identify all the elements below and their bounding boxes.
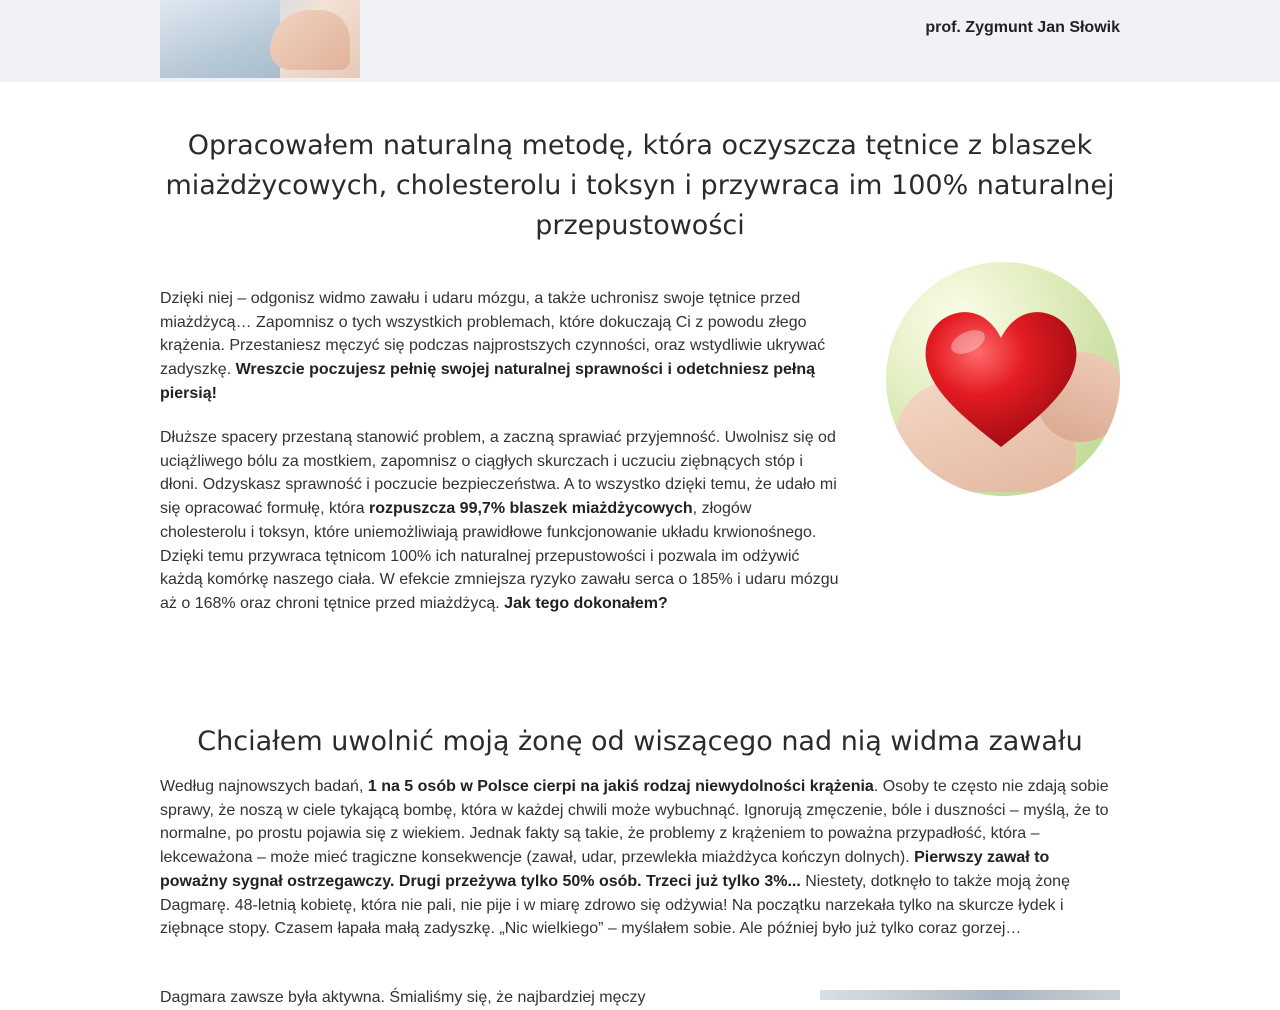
text-segment: Dzięki niej – odgonisz widmo zawału i udaru mózgu, a także uchronisz swoje tętnice przed miażdżycą… Zapomnisz o tych wszystkich problemach, które dokuczają Ci z powodu złego krążenia. Przestaniesz męczyć się podczas najprostszych czynności, oraz wstydliwie ukrywać zadyszkę. <box>160 290 826 379</box>
author-name: prof. Zygmunt Jan Słowik <box>925 19 1120 36</box>
text-segment: Dłuższe spacery przestaną stanowić problem, a zaczną sprawiać przyjemność. Uwolnisz się od uciążliwego bólu za mostkiem, zapomnisz o ciągłych skurczach i uczuciu ziębnących stóp i dłoni. Odzyskasz sprawność i poczucie bezpieczeństwa. A to wszystko dzięki temu, że udało mi się opracować formułę, która <box>160 429 837 518</box>
section-title: Chciałem uwolnić moją żonę od wiszącego nad nią widma zawału <box>197 726 1083 757</box>
bold-text-segment: Pierwszy zawał to poważny sygnał ostrzegawczy. Drugi przeżywa tylko 50% osób. Trzeci już tylko 3%... <box>160 849 1050 890</box>
heart-in-hands-image <box>886 262 1120 496</box>
section-image-partial <box>820 990 1120 1000</box>
author-photo <box>160 0 360 78</box>
text-segment: . Osoby te często nie zdają sobie sprawy, że noszą w ciele tykającą bombę, która w każdej chwili może wybuchnąć. Ignorują zmęczenie, bóle i duszności – myślą, że to normalne, po prostu pojawia się z wiekiem. Jednak fakty są takie, że problemy z krążeniem to poważna przypadłość, która – lekceważona – może mieć tragiczne konsekwencje (zawał, udar, przewlekła miażdżyca kończyn dolnych). <box>160 778 1109 867</box>
author-hand-graphic <box>270 10 350 70</box>
text-segment: Według najnowszych badań, <box>160 778 368 795</box>
section-paragraph-2: Dagmara zawsze była aktywna. Śmialiśmy się, że najbardziej męczy <box>160 989 646 1006</box>
text-segment: Niestety, dotknęło to także moją żonę Dagmarę. 48-letnią kobietę, która nie pali, nie pije i w miarę zdrowo się odżywia! Na początku narzekała tylko na skurcze łydek i ziębnące stopy. Czasem łapała małą zadyszkę. „Nic wielkiego” – myślałem sobie. Ale później było już tylko coraz gorzej… <box>160 872 1070 938</box>
intro-paragraph-1 <box>160 287 840 406</box>
page-headline: Opracowałem naturalną metodę, która oczyszcza tętnice z blaszek miażdżycowych, cholesterolu i toksyn i przywraca im 100% naturalnej przepustowości <box>165 130 1115 241</box>
bold-text-segment: Wreszcie poczujesz pełnię swojej naturalnej sprawności i odetchniesz pełną piersią! <box>160 361 816 402</box>
text-segment: , złogów cholesterolu i toksyn, które uniemożliwiają prawidłowe funkcjonowanie układu krwionośnego. Dzięki temu przywraca tętnicom 100% ich naturalnej przepustowości i pozwala im odżywić każdą komórkę naszego ciała. W efekcie zmniejsza ryzyko zawału serca o 185% i udaru mózgu aż o 168% oraz chroni tętnice przed miażdżycą. <box>160 500 839 612</box>
bold-text-segment: Jak tego dokonałem? <box>504 594 668 612</box>
bold-text-segment: 1 na 5 osób w Polsce cierpi na jakiś rodzaj niewydolności krążenia <box>367 778 874 795</box>
intro-paragraph-2 <box>160 426 840 616</box>
red-heart-icon <box>916 302 1086 452</box>
author-shirt-graphic <box>160 0 280 78</box>
bold-text-segment: rozpuszcza 99,7% blaszek miażdżycowych <box>368 500 693 518</box>
section-paragraph-1 <box>160 775 1120 941</box>
